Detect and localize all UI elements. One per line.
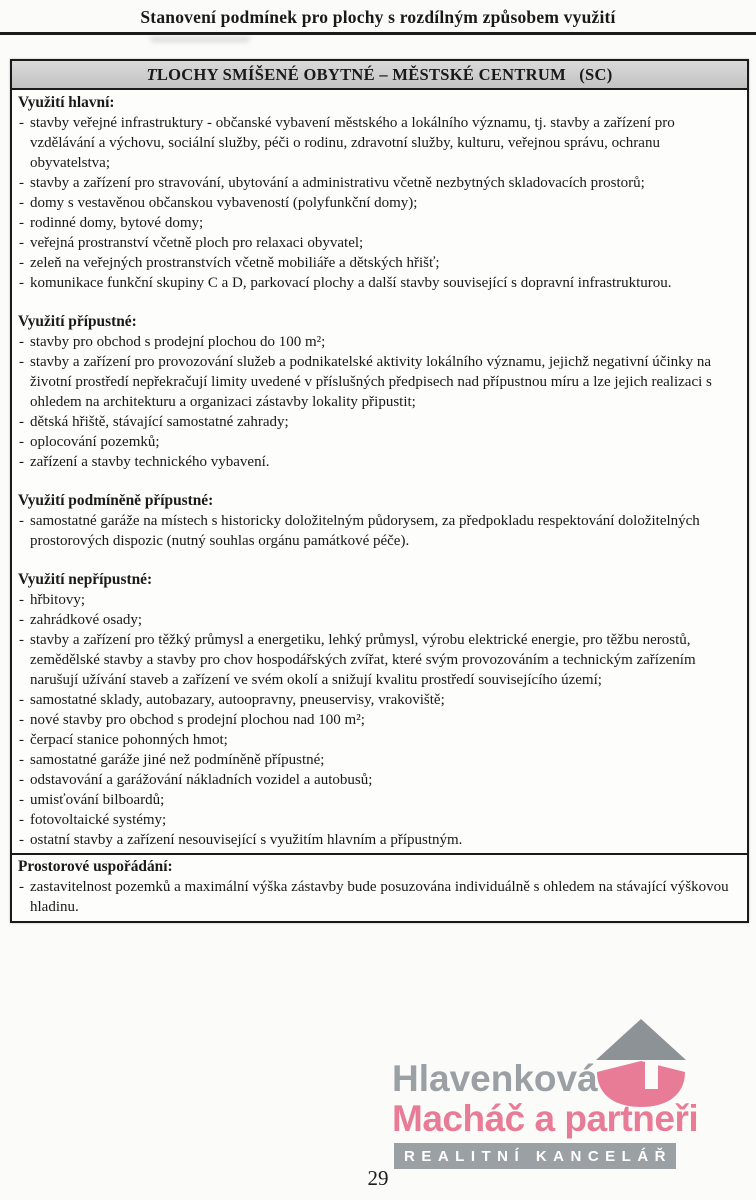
section-heading: Využití podmíněně přípustné: xyxy=(18,492,214,509)
list-item: - zahrádkové osady; xyxy=(18,610,739,630)
list-item: - stavby pro obchod s prodejní plochou do 100 m²; xyxy=(18,332,739,352)
logo-banner: REALITNÍ KANCELÁŘ xyxy=(394,1143,676,1169)
list-item: - stavby veřejné infrastruktury - občanské vybavení městského a lokálního významu, tj. stavby a zařízení pro vzdělávání a výchovu, sociální služby, péči o rodinu, zdravotní služby, kulturu, veřejnou správu, ochranu obyvatelstva; xyxy=(18,113,739,173)
list-item: - fotovoltaické systémy; xyxy=(18,810,739,830)
usage-section xyxy=(18,857,739,917)
section-heading: Využití nepřípustné: xyxy=(18,571,153,588)
list-item: - zařízení a stavby technického vybavení. xyxy=(18,452,739,472)
list-item: - zeleň na veřejných prostranstvích včetně mobiliáře a dětských hřišť; xyxy=(18,253,739,273)
list-item: - rodinné domy, bytové domy; xyxy=(18,213,739,233)
scan-smudge xyxy=(150,36,250,43)
list-item: - veřejná prostranství včetně ploch pro relaxaci obyvatel; xyxy=(18,233,739,253)
table-footer xyxy=(12,853,747,921)
list-item: - odstavování a garážování nákladních vozidel a autobusů; xyxy=(18,770,739,790)
list-item: - zastavitelnost pozemků a maximální výška zástavby bude posuzována individuálně s ohledem na stávající výškovou hladinu. xyxy=(18,877,739,917)
page-title: Stanovení podmínek pro plochy s rozdílným způsobem využití xyxy=(140,7,616,27)
zoning-table xyxy=(10,59,749,923)
list-item: - ostatní stavby a zařízení nesouvisející s využitím hlavním a přípustným. xyxy=(18,830,739,850)
list-item: - stavby a zařízení pro stravování, ubytování a administrativu včetně nezbytných skladovacích prostorů; xyxy=(18,173,739,193)
list-item: - stavby a zařízení pro provozování služeb a podnikatelské aktivity lokálního významu, jejichž negativní účinky na životní prostředí nepřekračují limity uvedené v příslušných předpisech nad přípustnou míru a lze jejich realizaci s ohledem na architekturu a organizaci zástavby lokality připustit; xyxy=(18,352,739,412)
usage-section xyxy=(18,93,739,293)
realty-logo xyxy=(388,1016,718,1174)
list-item: - samostatné garáže jiné než podmíněně přípustné; xyxy=(18,750,739,770)
list-item: - komunikace funkční skupiny C a D, parkovací plochy a další stavby související s dopravní infrastrukturou. xyxy=(18,273,739,293)
list-item: - umisťování bilboardů; xyxy=(18,790,739,810)
list-item: - hřbitovy; xyxy=(18,590,739,610)
section-heading: Využití přípustné: xyxy=(18,313,137,330)
usage-section xyxy=(18,312,739,472)
house-icon xyxy=(594,1019,688,1107)
list-item: - oplocování pozemků; xyxy=(18,432,739,452)
list-item: - domy s vestavěnou občanskou vybaveností (polyfunkční domy); xyxy=(18,193,739,213)
page-number: 29 xyxy=(367,1166,389,1190)
logo-name-line2: Macháč a partneři xyxy=(392,1098,699,1139)
list-item: - stavby a zařízení pro těžký průmysl a energetiku, lehký průmysl, výrobu elektrické energie, pro těžbu nerostů, zemědělské stavby a stavby pro chov hospodářských zvířat, které svým provozováním a technickým zařízením narušují užívání staveb a zařízení ve svém okolí a snižují kvalitu prostředí souvisejícího území; xyxy=(18,630,739,690)
list-item: - čerpací stanice pohonných hmot; xyxy=(18,730,739,750)
usage-section xyxy=(18,570,739,850)
list-item: - dětská hřiště, stávající samostatné zahrady; xyxy=(18,412,739,432)
section-heading: Prostorové uspořádání: xyxy=(18,858,173,875)
usage-section xyxy=(18,491,739,551)
logo-name-line1: Hlavenková xyxy=(392,1058,598,1099)
list-item: - nové stavby pro obchod s prodejní plochou nad 100 m²; xyxy=(18,710,739,730)
list-item: - samostatné garáže na místech s historicky doložitelným půdorysem, za předpokladu respektování doložitelných prostorových dispozic (nutný souhlas orgánu památkové péče). xyxy=(18,511,739,551)
table-body xyxy=(12,90,747,850)
table-title: TLOCHY SMÍŠENÉ OBYTNÉ – MĚSTSKÉ CENTRUM (SC) xyxy=(12,61,747,90)
section-heading: Využití hlavní: xyxy=(18,94,115,111)
list-item: - samostatné sklady, autobazary, autoopravny, pneuservisy, vrakoviště; xyxy=(18,690,739,710)
title-rule xyxy=(0,32,756,35)
